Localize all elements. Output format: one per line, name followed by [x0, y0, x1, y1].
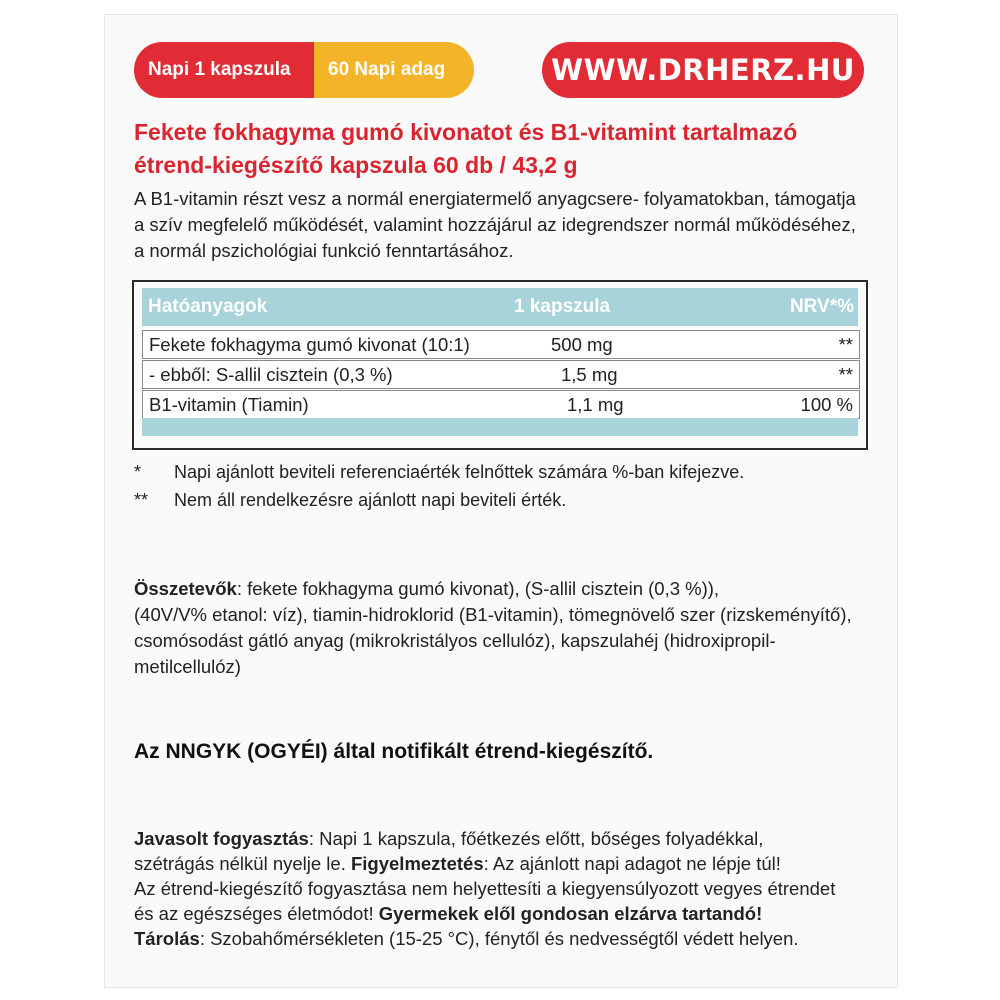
product-title-line-2: étrend-kiegészítő kapszula 60 db / 43,2 g [134, 152, 578, 178]
daily-doses-count-badge: 60 Napi adag [314, 42, 474, 98]
intro-text [134, 186, 869, 264]
footnote-text: Nem áll rendelkezésre ajánlott napi beviteli érték. [174, 490, 567, 510]
table-row [142, 360, 860, 389]
header-ingredients: Hatóanyagok [148, 296, 268, 317]
ingredients-label: Összetevők [134, 578, 237, 599]
footnote-mark: ** [134, 490, 149, 510]
daily-dose-badge: Napi 1 kapszula [134, 42, 314, 98]
row-amount: 500 mg [551, 334, 613, 355]
header-nrv: NRV*% [789, 296, 854, 317]
header-per-capsule: 1 kapszula [514, 296, 611, 317]
storage-label: Tárolás [134, 928, 200, 949]
ingredients-line-4: metilcellulóz) [134, 656, 241, 677]
table-footer-bar [142, 418, 858, 436]
usage-text-2a: szétrágás nélkül nyelje le. [134, 853, 351, 874]
ingredients-line-2: (40V/V% etanol: víz), tiamin-hidroklorid (B1-vitamin), tömegnövelő szer (rizskeményítő), [134, 604, 852, 625]
table-header [142, 288, 858, 326]
usage-text-2b: : Az ajánlott napi adagot ne lépje túl! [483, 853, 781, 874]
table-row [142, 330, 860, 359]
intro-line-3: a normál pszichológiai funkció fenntartásához. [134, 240, 514, 261]
product-title [134, 116, 854, 182]
table-row [142, 390, 860, 419]
footnote [134, 462, 854, 490]
usage-text-4a: és az egészséges életmódot! [134, 903, 379, 924]
website-link[interactable]: WWW.DRHERZ.HU [542, 42, 864, 98]
ingredients-section [134, 576, 874, 680]
row-ingredient: Fekete fokhagyma gumó kivonat (10:1) [149, 334, 470, 355]
row-ingredient: - ebből: S-allil cisztein (0,3 %) [149, 364, 393, 385]
row-nrv: 100 % [800, 394, 853, 415]
product-title-line-1: Fekete fokhagyma gumó kivonatot és B1-vitamint tartalmazó [134, 119, 798, 145]
usage-label: Javasolt fogyasztás [134, 828, 309, 849]
ingredients-line-3: csomósodást gátló anyag (mikrokristályos cellulóz), kapszulahéj (hidroxipropil- [134, 630, 776, 651]
warning-label: Figyelmeztetés [350, 853, 484, 874]
notification-statement: Az NNGYK (OGYÉI) által notifikált étrend-kiegészítő. [134, 740, 654, 763]
footnote [134, 490, 854, 518]
usage-text-3: Az étrend-kiegészítő fogyasztása nem helyettesíti a kiegyensúlyozott vegyes étrendet [134, 878, 836, 899]
row-amount: 1,1 mg [567, 394, 624, 415]
footnotes [134, 462, 854, 518]
usage-text-1: : Napi 1 kapszula, főétkezés előtt, bőséges folyadékkal, [308, 828, 764, 849]
row-nrv: ** [838, 364, 853, 385]
dosage-badges [134, 42, 474, 98]
usage-section [134, 826, 874, 951]
intro-line-2: a szív megfelelő működését, valamint hozzájárul az idegrendszer normál működéséhez, [134, 214, 856, 235]
intro-line-1: A B1-vitamin részt vesz a normál energiatermelő anyagcsere- folyamatokban, támogatja [134, 188, 856, 209]
row-ingredient: B1-vitamin (Tiamin) [149, 394, 309, 415]
footnote-text: Napi ajánlott beviteli referenciaérték felnőttek számára %-ban kifejezve. [174, 462, 745, 482]
ingredients-line-1: : fekete fokhagyma gumó kivonat), (S-allil cisztein (0,3 %)), [236, 578, 720, 599]
footnote-mark: * [134, 462, 142, 482]
children-warning: Gyermekek elől gondosan elzárva tartandó! [378, 903, 763, 924]
nutrition-table [132, 280, 868, 450]
row-nrv: ** [838, 334, 853, 355]
row-amount: 1,5 mg [561, 364, 618, 385]
storage-text: : Szobahőmérsékleten (15-25 °C), fénytől és nedvességtől védett helyen. [199, 928, 799, 949]
